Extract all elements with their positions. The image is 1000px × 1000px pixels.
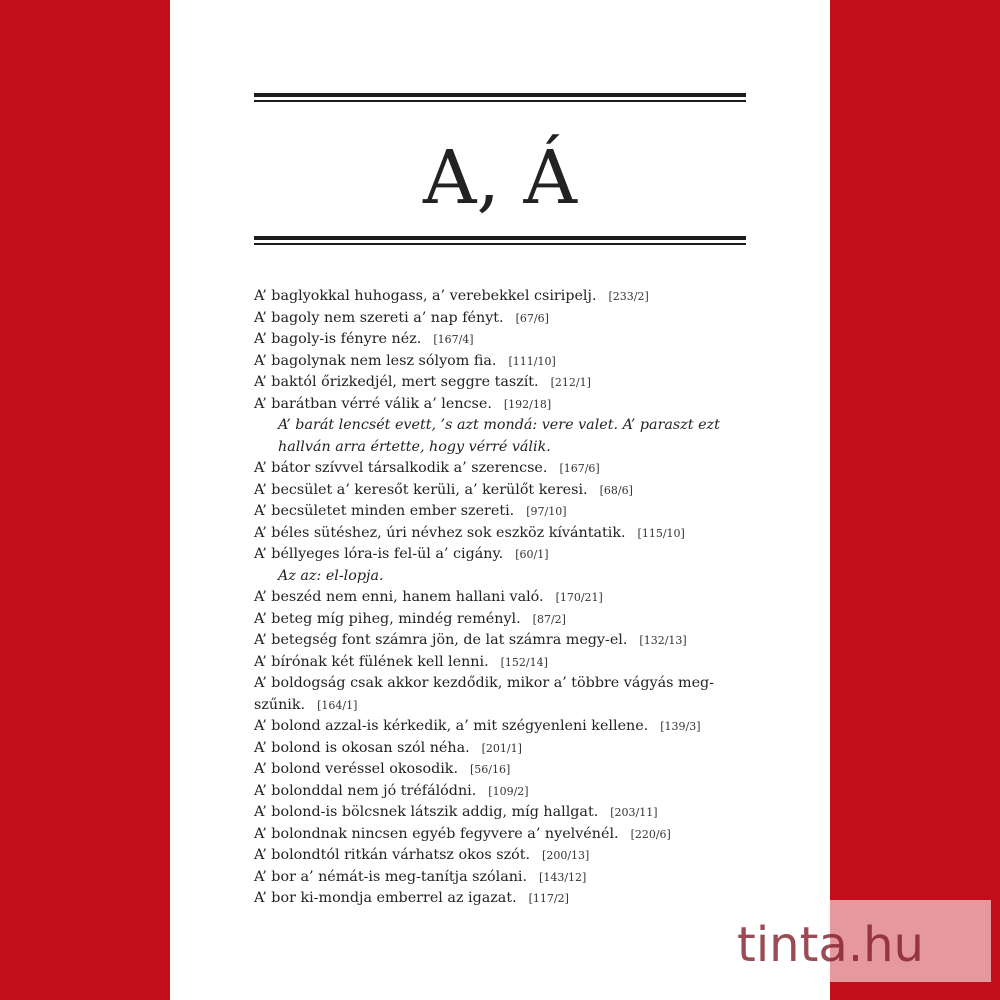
- page-reference: [97/10]: [526, 505, 567, 518]
- proverb-text: A’ bolond veréssel okosodik.: [254, 761, 458, 777]
- page-reference: [109/2]: [488, 784, 529, 798]
- page-reference: [68/6]: [599, 483, 633, 497]
- proverb-entry: [254, 544, 748, 566]
- proverb-entry: [254, 286, 748, 308]
- proverb-text: A’ bolond-is bölcsnek látszik addig, míg hallgat.: [254, 804, 599, 820]
- proverb-text: A’ bagoly-is fényre néz.: [254, 331, 422, 347]
- proverb-entry: [254, 372, 748, 394]
- proverb-text: A’ bolondnak nincsen egyéb fegyvere a’ nyelvénél.: [254, 825, 619, 842]
- proverb-entry: [254, 845, 748, 867]
- proverb-text: A’ bolonddal nem jó tréfálódni.: [254, 782, 477, 799]
- proverb-text: A’ bor a’ némát-is meg-tanítja szólani.: [254, 868, 528, 885]
- proverb-text: A’ beszéd nem enni, hanem hallani való.: [254, 589, 544, 605]
- proverb-entry: [254, 867, 748, 889]
- proverb-entry: [254, 351, 748, 373]
- proverb-entry: [254, 888, 748, 910]
- top-rule-thick: [254, 93, 746, 97]
- page-reference: [115/10]: [637, 526, 685, 540]
- page-reference: [220/6]: [630, 827, 671, 841]
- page-reference: [167/4]: [433, 333, 474, 346]
- page-reference: [167/6]: [559, 462, 600, 475]
- page-reference: [87/2]: [532, 612, 566, 626]
- proverb-text: A’ bagolynak nem lesz sólyom fia.: [254, 352, 497, 369]
- page-reference: [233/2]: [608, 290, 649, 303]
- proverb-entry: [254, 501, 748, 523]
- proverb-entry: [254, 759, 748, 781]
- page-reference: [192/18]: [503, 397, 552, 411]
- proverb-entry: [254, 329, 748, 351]
- proverb-entry: [254, 824, 748, 846]
- proverb-text: A’ béllyeges lóra-is fel-ül a’ cigány.: [254, 546, 504, 562]
- proverb-text: A’ baglyokkal huhogass, a’ verebekkel csiripelj.: [254, 288, 597, 304]
- proverb-text: A’ boldogság csak akkor kezdődik, mikor a’ többre vágyás megszűnik.: [254, 675, 715, 713]
- proverb-text: A’ bor ki-mondja emberrel az igazat.: [254, 890, 517, 906]
- proverb-entry: [254, 394, 748, 416]
- proverb-text: A’ bolond azzal-is kérkedik, a’ mit szégyenleni kellene.: [254, 718, 649, 734]
- bottom-rule-thin: [254, 243, 746, 245]
- proverb-entry: [254, 630, 748, 652]
- watermark-logo: tinta.hu: [737, 917, 924, 973]
- proverb-entry: [254, 458, 748, 480]
- page-reference: [200/13]: [542, 849, 590, 862]
- page-reference: [60/1]: [515, 548, 549, 561]
- page-reference: [132/13]: [639, 634, 687, 647]
- proverb-entry: [254, 308, 748, 330]
- proverb-text: A’ betegség font számra jön, de lat számra megy-el.: [254, 632, 628, 648]
- proverb-entry: [254, 587, 748, 609]
- proverb-text: A’ bátor szívvel társalkodik a’ szerencse.: [254, 460, 548, 476]
- proverb-text: A’ bírónak két fülének kell lenni.: [254, 653, 489, 670]
- proverb-text: A’ becsület a’ keresőt kerüli, a’ kerülőt keresi.: [254, 481, 588, 498]
- page-reference: [143/12]: [539, 870, 587, 884]
- bottom-rule-thick: [254, 236, 746, 240]
- proverb-list: [254, 286, 748, 910]
- proverb-text: A’ baktól őrizkedjél, mert seggre taszít.: [254, 374, 539, 390]
- page-reference: [201/1]: [481, 741, 522, 755]
- proverb-text: A’ beteg míg piheg, mindég reményl.: [254, 610, 521, 627]
- proverb-text: A’ barátban vérré válik a’ lencse.: [254, 395, 492, 412]
- proverb-entry: [254, 523, 748, 545]
- proverb-entry: [254, 781, 748, 803]
- page-reference: [212/1]: [550, 376, 591, 389]
- proverb-text: A’ bagoly nem szereti a’ nap fényt.: [254, 309, 504, 326]
- page-reference: [164/1]: [317, 698, 358, 712]
- explanatory-note: Az az: el-lopja.: [278, 567, 384, 584]
- proverb-entry: [254, 716, 748, 738]
- top-rule-thin: [254, 100, 746, 102]
- page-reference: [67/6]: [515, 311, 549, 325]
- page-reference: [117/2]: [528, 892, 569, 905]
- explanatory-note: A’ barát lencsét evett, ’s azt mondá: vere valet. A’ paraszt ezt hallván arra értette, hogy vérré válik.: [278, 417, 720, 455]
- page-reference: [111/10]: [508, 354, 556, 368]
- page-reference: [152/14]: [500, 655, 548, 669]
- proverb-text: A’ béles sütéshez, úri névhez sok eszköz kívántatik.: [254, 524, 626, 541]
- proverb-entry: [254, 609, 748, 631]
- book-page: [170, 0, 830, 1000]
- proverb-entry: [254, 652, 748, 674]
- proverb-entry: [254, 673, 748, 716]
- proverb-text: A’ becsületet minden ember szereti.: [254, 503, 515, 519]
- proverb-text: A’ bolond is okosan szól néha.: [254, 739, 470, 756]
- page-reference: [170/21]: [555, 591, 603, 604]
- page-reference: [203/11]: [610, 806, 658, 819]
- proverb-entry: [254, 480, 748, 502]
- proverb-text: A’ bolondtól ritkán várhatsz okos szót.: [254, 847, 531, 863]
- page-reference: [139/3]: [660, 720, 701, 733]
- letter-heading: A, Á: [423, 135, 577, 221]
- page-reference: [56/16]: [470, 763, 511, 776]
- proverb-entry: [254, 738, 748, 760]
- proverb-entry: [254, 802, 748, 824]
